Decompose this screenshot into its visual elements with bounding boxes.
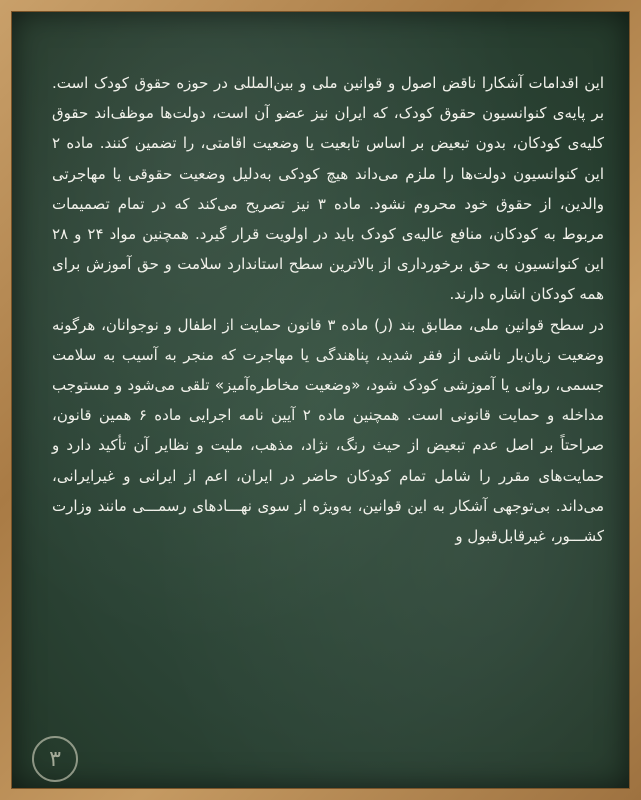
paragraph-1: این اقدامات آشکارا ناقض اصول و قوانین ملی و بین‌المللی در حوزه حقوق کودک است. بر پایه‌ی کنوانسیون حقوق کودک، که ایران نیز عضو آن است، دولت‌ها موظف‌اند حقوق کلیه‌ی کودکان، بدون تبعیض بر اساس تابعیت یا وضعیت اقامتی، را تضمین کنند. ماده ۲ این کنوانسیون دولت‌ها را ملزم می‌داند هیچ کودکی به‌دلیل وضعیت حقوقی یا مهاجرتی والدین، از حقوق خود محروم نشود. ماده ۳ نیز تصریح می‌کند که در تمام تصمیمات مربوط به کودکان، منافع عالیه‌ی کودک باید در اولویت قرار گیرد. همچنین مواد ۲۴ و ۲۸ این کنوانسیون به حق برخورداری از بالاترین سطح استاندارد سلامت و حق آموزش برای همه کودکان اشاره دارند.: [52, 74, 604, 304]
article-body: [52, 68, 604, 551]
chalkboard: [12, 12, 629, 788]
page-number: ۳: [32, 736, 78, 782]
paragraph-2: در سطح قوانین ملی، مطابق بند (ر) ماده ۳ قانون حمایت از اطفال و نوجوانان، هرگونه وضعیت زیان‌بار ناشی از فقر شدید، پناهندگی یا مهاجرت که منجر به آسیب به سلامت جسمی، روانی یا آموزشی کودک شود، «وضعیت مخاطره‌آمیز» تلقی می‌شود و مستوجب مداخله و حمایت قانونی است. همچنین ماده ۲ آیین نامه اجرایی ماده ۶ همین قانون، صراحتاً بر اصل عدم تبعیض از حیث رنگ، نژاد، مذهب، ملیت و نظایر آن تأکید دارد و حمایت‌های مقرر را شامل تمام کودکان حاضر در ایران، اعم از ایرانی و غیرایرانی، می‌داند. بی‌توجهی آشکار به این قوانین، به‌ویژه از سوی نهـــادهای رسمـــی مانند وزارت کشـــور، غیرقابل‌قبول و: [52, 315, 604, 546]
